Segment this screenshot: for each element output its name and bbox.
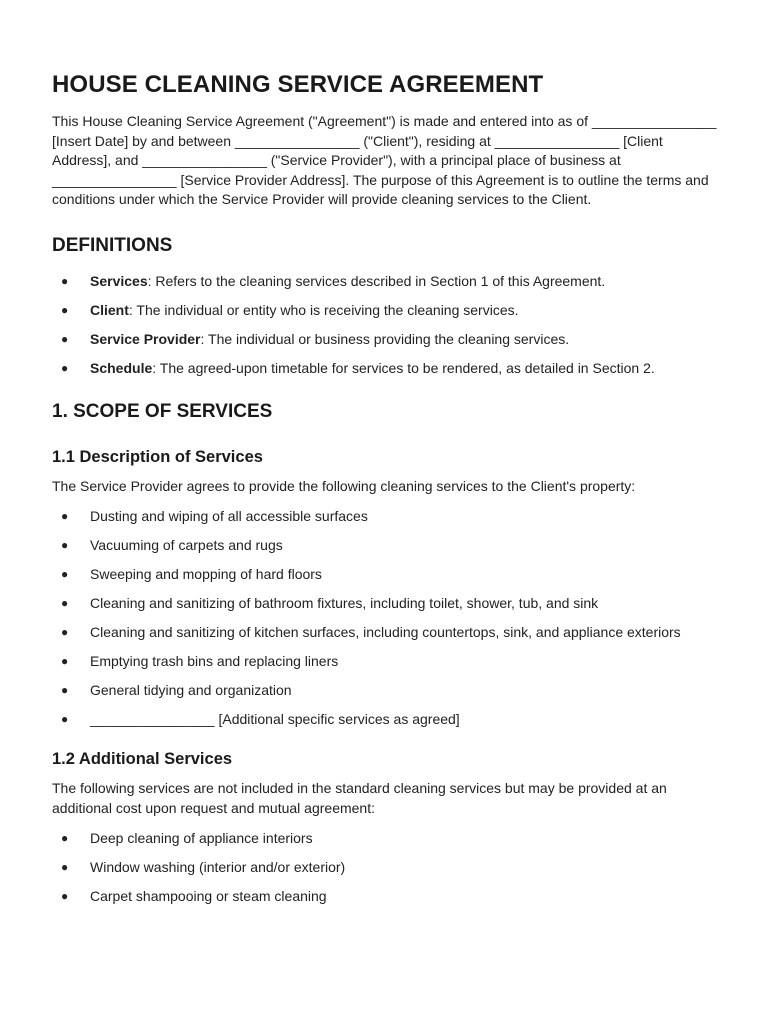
- additional-service-text: Window washing (interior and/or exterior): [90, 859, 346, 875]
- definitions-list: [52, 272, 724, 379]
- definition-item: [52, 301, 724, 321]
- service-item: [52, 710, 724, 730]
- definition-item: [52, 330, 724, 350]
- bullet-icon: ●: [61, 566, 69, 581]
- service-text: Vacuuming of carpets and rugs: [90, 536, 283, 553]
- description-subheading: 1.1 Description of Services: [52, 448, 263, 466]
- bullet-icon: ●: [61, 331, 69, 346]
- additional-service-item: [52, 829, 724, 849]
- additional-service-text: Carpet shampooing or steam cleaning: [90, 888, 327, 904]
- bullet-icon: ●: [61, 360, 69, 375]
- service-item: [52, 623, 724, 643]
- document-page: [52, 70, 724, 916]
- additional-intro: The following services are not included in the standard cleaning services but may be provided at an additional cost upon request and mutual agreement:: [52, 780, 667, 816]
- bullet-icon: ●: [61, 537, 69, 552]
- service-item: [52, 681, 724, 701]
- service-text: Emptying trash bins and replacing liners: [90, 652, 339, 669]
- bullet-icon: ●: [61, 624, 69, 639]
- definition-term: Client: [90, 301, 129, 318]
- document-title: HOUSE CLEANING SERVICE AGREEMENT: [52, 71, 544, 98]
- service-item: [52, 565, 724, 585]
- service-text: Dusting and wiping of all accessible surfaces: [90, 507, 368, 524]
- service-text: Cleaning and sanitizing of bathroom fixtures, including toilet, shower, tub, and sink: [90, 594, 599, 611]
- bullet-icon: ●: [61, 831, 69, 845]
- definition-text: : Refers to the cleaning services described in Section 1 of this Agreement.: [147, 272, 606, 289]
- service-text: General tidying and organization: [90, 681, 292, 698]
- bullet-icon: ●: [61, 682, 69, 697]
- intro-paragraph: This House Cleaning Service Agreement ("Agreement") is made and entered into as of ________________ [Insert Date] by and between ________________ ("Client"), residing at ________________ [Client Address], and ________________ ("Service Provider"), with a principal place of business at ________________ [Service Provider Address]. The purpose of this Agreement is to outline the terms and conditions under which the Service Provider will provide cleaning services to the Client.: [52, 113, 717, 207]
- service-text: Sweeping and mopping of hard floors: [90, 565, 322, 582]
- definition-text: : The individual or entity who is receiving the cleaning services.: [128, 301, 519, 318]
- definitions-heading: DEFINITIONS: [52, 234, 173, 256]
- service-item: [52, 536, 724, 556]
- bullet-icon: ●: [61, 302, 69, 317]
- definition-text: : The individual or business providing the cleaning services.: [200, 330, 570, 347]
- description-intro: The Service Provider agrees to provide the following cleaning services to the Client's property:: [52, 478, 636, 494]
- additional-subheading: 1.2 Additional Services: [52, 750, 233, 768]
- additional-service-item: [52, 887, 724, 907]
- definition-item: [52, 359, 724, 379]
- bullet-icon: ●: [61, 653, 69, 668]
- additional-service-item: [52, 858, 724, 878]
- bullet-icon: ●: [61, 889, 69, 903]
- scope-heading: 1. SCOPE OF SERVICES: [52, 401, 273, 422]
- service-text: ________________ [Additional specific services as agreed]: [90, 710, 460, 727]
- definition-text: : The agreed-upon timetable for services to be rendered, as detailed in Section 2.: [152, 359, 655, 376]
- definition-item: [52, 272, 724, 292]
- definition-term: Service Provider: [90, 330, 201, 347]
- bullet-icon: ●: [61, 711, 69, 726]
- service-item: [52, 507, 724, 527]
- services-list: [52, 507, 724, 730]
- service-item: [52, 594, 724, 614]
- service-item: [52, 652, 724, 672]
- additional-services-list: [52, 829, 724, 907]
- bullet-icon: ●: [61, 508, 69, 523]
- service-text: Cleaning and sanitizing of kitchen surfaces, including countertops, sink, and appliance exteriors: [90, 623, 681, 640]
- bullet-icon: ●: [61, 273, 69, 288]
- definition-term: Services: [90, 272, 148, 289]
- definition-term: Schedule: [90, 359, 153, 376]
- bullet-icon: ●: [61, 860, 69, 874]
- additional-service-text: Deep cleaning of appliance interiors: [90, 830, 313, 846]
- bullet-icon: ●: [61, 595, 69, 610]
